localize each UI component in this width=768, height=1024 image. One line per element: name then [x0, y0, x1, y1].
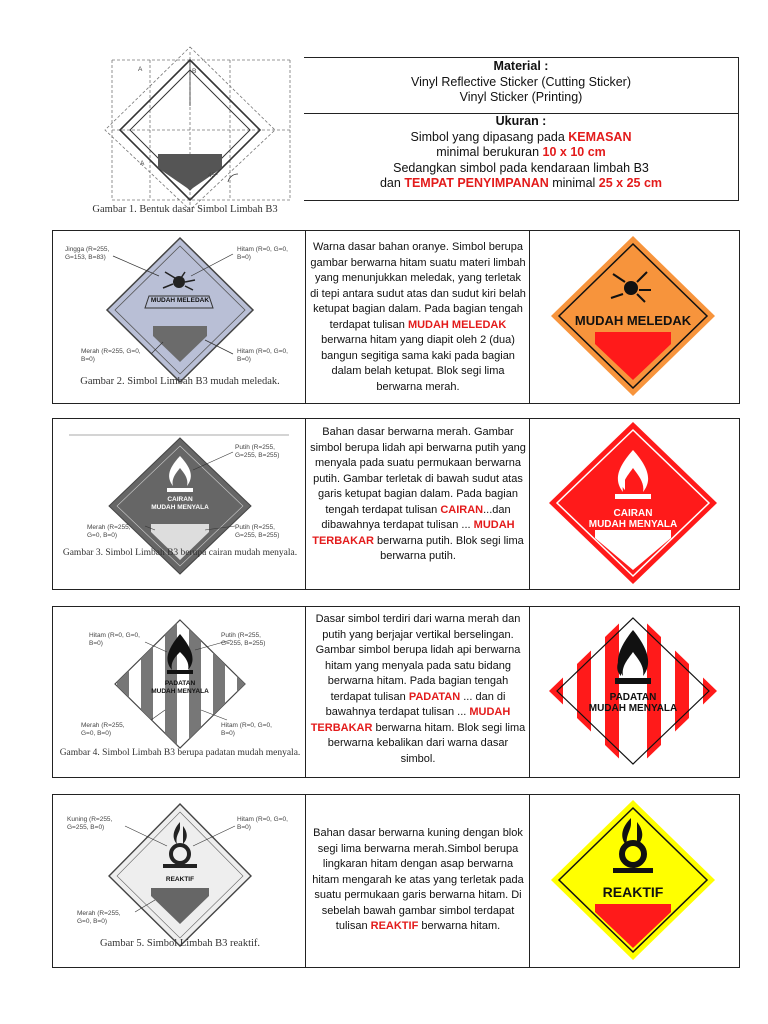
symbol-flammable-solid: [533, 608, 733, 774]
desc-solid-highlight-1: PADATAN: [408, 690, 461, 703]
material-line-1: Vinyl Reflective Sticker (Cutting Sticker): [411, 74, 631, 89]
desc-solid-text-end: berwarna hitam. Blok segi lima berwarna kebalikan dari warna dasar simbol.: [327, 721, 526, 765]
desc-explosive-text: Warna dasar bahan oranye. Simbol berupa gambar berwarna hitam suatu materi limbah yang menunjukkan meledak, yang terletak di tepi antara sudut atas dan sudut kiri belah ketupat bagian dalam. Pada bagian tengah terdapat tulisan: [310, 241, 526, 331]
label-black-top: Hitam (R=0, G=0, B=0): [237, 246, 288, 261]
desc-liquid-highlight-1: CAIRAN: [440, 503, 484, 516]
caption-figure-1: Gambar 1. Bentuk dasar Simbol Limbah B3: [92, 204, 278, 215]
size-line-3: Sedangkan simbol pada kendaraan limbah B3: [393, 160, 649, 175]
caption-figure-2: Gambar 2. Simbol Limbah B3 mudah meledak.: [80, 376, 280, 387]
sketch-text-2: MUDAH MENYALA: [151, 688, 209, 695]
sketch-text-2: MUDAH MENYALA: [151, 504, 209, 511]
desc-solid-text-mid: ... dan di bawahnya terdapat tulisan ...: [325, 690, 506, 718]
label-black-bottom: Hitam (R=0, G=0, B=0): [237, 348, 288, 363]
size-line-4-text: dan: [379, 176, 405, 190]
symbol-liquid-text-1: CAIRAN: [613, 508, 653, 519]
label-white-bottom: Putih (R=255, G=255, B=255): [235, 524, 280, 539]
label-yellow: Kuning (R=255, G=255, B=0): [67, 816, 113, 831]
desc-reactive: [310, 826, 526, 935]
desc-explosive: [310, 240, 526, 395]
desc-liquid-highlight-2: MUDAH TERBAKAR: [312, 519, 515, 547]
material-text: [304, 59, 738, 106]
caption-figure-5: Gambar 5. Simbol Limbah B3 reaktif.: [99, 938, 261, 949]
label-orange: Jingga (R=255, G=153, B=83): [65, 246, 110, 261]
label-angle: 45º: [208, 172, 218, 179]
label-red: Merah (R=255, G=0, B=0): [81, 722, 125, 737]
label-red: Merah (R=255, G=0, B=0): [87, 524, 131, 539]
label-white-top: Putih (R=255, G=255, B=255): [235, 444, 280, 459]
desc-liquid-text-end: berwarna putih. Blok segi lima berwarna putih.: [373, 534, 524, 562]
sketch-text: MUDAH MELEDAK: [150, 297, 210, 304]
size-line-2: [304, 145, 738, 161]
symbol-explosive-text: MUDAH MELEDAK: [574, 313, 692, 328]
caption-figure-4: Gambar 4. Simbol Limbah B3 berupa padatan mudah menyala.: [59, 748, 301, 758]
desc-liquid-text-mid: ...dan dibawahnya terdapat tulisan ...: [321, 503, 511, 531]
size-line-4: [304, 176, 738, 192]
symbol-solid-text-1: PADATAN: [609, 692, 657, 703]
size-line-1-highlight: KEMASAN: [568, 129, 632, 144]
sketch-text-1: CAIRAN: [167, 496, 193, 503]
desc-solid-text: Dasar simbol terdiri dari warna merah dan putih yang berjajar vertikal berselingan. Gambar simbol berupa lidah api berwarna hitam yang menyala pada satu bidang berwarna hitam. Pada bagian tengah terdapat tulisan: [315, 613, 521, 703]
sketch-explosive: [55, 232, 303, 400]
size-line-2-text: minimal berukuran: [436, 145, 543, 159]
sketch-text-1: PADATAN: [164, 680, 196, 687]
desc-reactive-highlight: REAKTIF: [370, 920, 419, 932]
desc-reactive-text-end: berwarna hitam.: [418, 920, 501, 932]
label-black: Hitam (R=0, G=0, B=0): [237, 816, 288, 831]
desc-flammable-liquid: [310, 425, 526, 565]
label-a-top: A: [138, 66, 143, 73]
size-line-1-text: Simbol yang dipasang pada: [410, 129, 569, 144]
size-line-4-highlight-2: 25 x 25 cm: [598, 176, 663, 190]
desc-flammable-solid: [310, 612, 526, 767]
material-line-2: Vinyl Sticker (Printing): [459, 90, 583, 104]
desc-reactive-text: Bahan dasar berwarna kuning dengan blok segi lima berwarna merah.Simbol berupa lingkaran hitam dengan asap berwarna hitam mengarah ke atas yang terletak pada suatu permukaan garis berwarna hitam. Di sebelah bawah gambar simbol terdapat tulisan: [312, 827, 524, 932]
symbol-solid-text-2: MUDAH MENYALA: [588, 703, 678, 714]
label-red: Merah (R=255, G=0, B=0): [81, 348, 141, 363]
sketch-text: REAKTIF: [165, 876, 195, 883]
size-line-4-highlight-1: TEMPAT PENYIMPANAN: [404, 176, 549, 190]
size-line-2-highlight: 10 x 10 cm: [542, 145, 606, 159]
size-line-1: [304, 130, 738, 146]
figure-basic-shape: [100, 42, 300, 212]
label-black-top: Hitam (R=0, G=0, B=0): [89, 632, 140, 647]
label-b: B: [192, 68, 197, 75]
desc-liquid-text: Bahan dasar berwarna merah. Gambar simbol berupa lidah api berwarna putih yang menyala pada suatu permukaan berwarna putih. Gambar terletak di bawah sudut atas garis ketupat bagian dalam. Pada bagian tengah terdapat tulisan: [310, 426, 526, 516]
symbol-liquid-text-2: MUDAH MENYALA: [588, 519, 678, 530]
symbol-explosive: [533, 232, 733, 400]
material-heading: Material :: [493, 59, 549, 73]
sketch-flammable-liquid: [55, 420, 303, 586]
ukuran-heading: Ukuran :: [495, 114, 547, 128]
symbol-reactive-text: REAKTIF: [602, 884, 664, 900]
label-white-top: Putih (R=255, G=255, B=255): [221, 632, 266, 647]
size-text: [304, 114, 738, 192]
symbol-flammable-liquid: [533, 420, 733, 586]
label-a-bottom: A: [140, 160, 145, 167]
label-red: Merah (R=255, G=0, B=0): [77, 910, 121, 925]
size-line-4-mid: minimal: [548, 176, 599, 190]
desc-solid-highlight-2: MUDAH TERBAKAR: [310, 706, 511, 734]
label-black-bottom: Hitam (R=0, G=0, B=0): [221, 722, 272, 737]
symbol-reactive: [533, 796, 733, 964]
desc-explosive-text-end: berwarna hitam yang diapit oleh 2 (dua) bangun segitiga sama kaki pada bagian dalam belah ketupat. Blok segi lima berwarna merah.: [321, 334, 515, 393]
desc-explosive-highlight: MUDAH MELEDAK: [407, 318, 507, 331]
caption-figure-3: Gambar 3. Simbol Limbah B3 berupa cairan mudah menyala.: [62, 548, 298, 558]
